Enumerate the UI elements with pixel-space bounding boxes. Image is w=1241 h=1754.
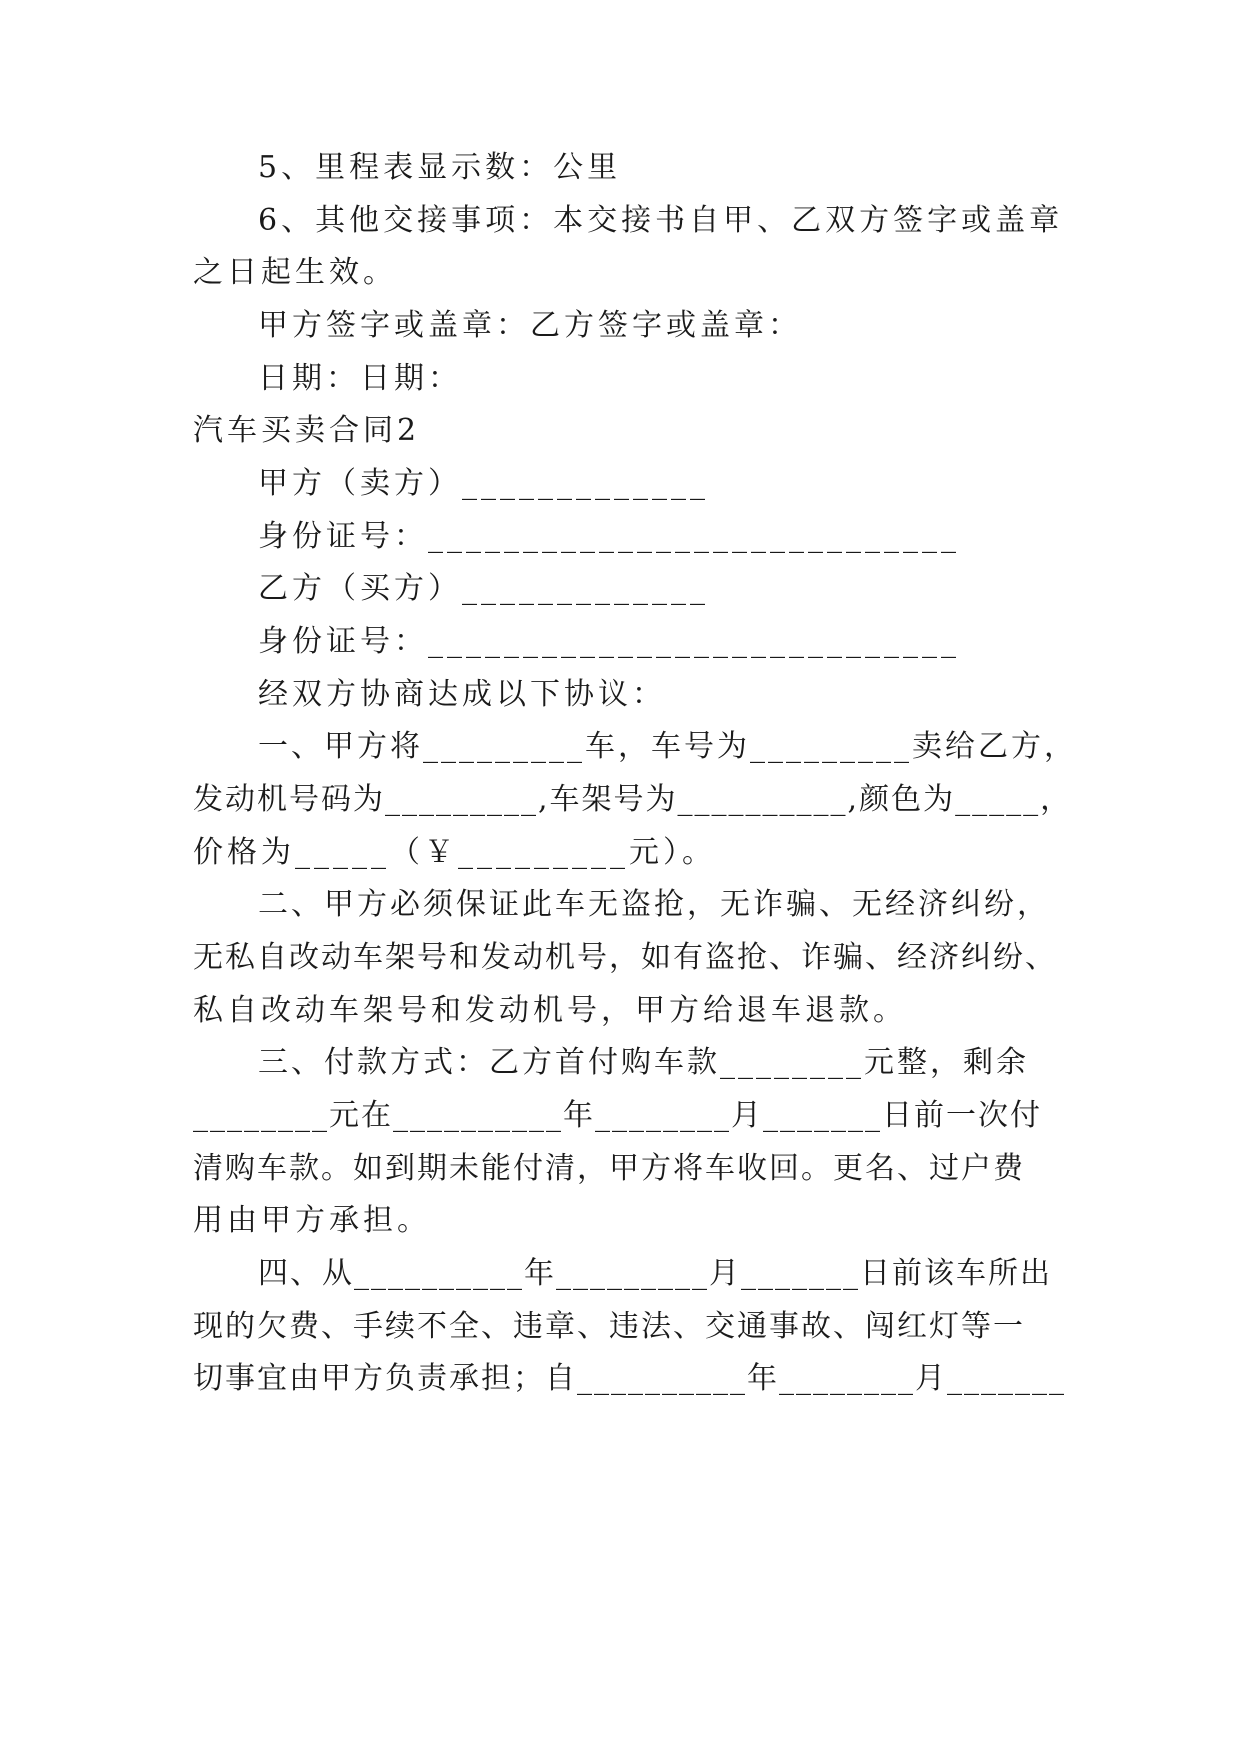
date-line: 日期：日期： [258, 361, 462, 396]
paragraph-mileage: 5、里程表显示数：公里 [258, 150, 622, 185]
party-b-line: 乙方（买方）_____________ [258, 571, 709, 606]
clause-3-line-2: ________元在__________年________月_______日前一次付 [193, 1098, 1042, 1133]
paragraph-other-handover-cont: 之日起生效。 [193, 255, 397, 290]
party-a-id-line: 身份证号：____________________________ [258, 519, 960, 554]
clause-2-line-2: 无私自改动车架号和发动机号，如有盗抢、诈骗、经济纠纷、 [193, 940, 1057, 975]
party-b-id-line: 身份证号：____________________________ [258, 624, 960, 659]
agreement-intro: 经双方协商达成以下协议： [258, 677, 666, 712]
party-a-line: 甲方（卖方）_____________ [258, 466, 709, 501]
paragraph-other-handover: 6、其他交接事项：本交接书自甲、乙双方签字或盖章 [258, 203, 1064, 238]
signature-line: 甲方签字或盖章：乙方签字或盖章： [258, 308, 802, 343]
clause-2-line-3: 私自改动车架号和发动机号，甲方给退车退款。 [193, 993, 907, 1028]
clause-3-line-3: 清购车款。如到期未能付清，甲方将车收回。更名、过户费 [193, 1151, 1025, 1186]
clause-2-line-1: 二、甲方必须保证此车无盗抢，无诈骗、无经济纠纷， [258, 887, 1050, 922]
clause-4-line-3: 切事宜由甲方负责承担；自__________年________月_______ [193, 1361, 1066, 1396]
clause-3-line-4: 用由甲方承担。 [193, 1203, 431, 1238]
contract-title: 汽车买卖合同2 [193, 413, 421, 448]
clause-1-line-2: 发动机号码为_________,车架号为__________,颜色为_____， [193, 782, 1073, 817]
clause-4-line-1: 四、从__________年_________月_______日前该车所出 [258, 1256, 1052, 1291]
clause-3-line-1: 三、付款方式：乙方首付购车款________元整，剩余 [258, 1045, 1029, 1080]
clause-1-line-1: 一、甲方将_________车，车号为_________卖给乙方， [258, 729, 1077, 764]
clause-1-line-3: 价格为_____（￥_________元）。 [193, 835, 716, 870]
clause-4-line-2: 现的欠费、手续不全、违章、违法、交通事故、闯红灯等一 [193, 1309, 1025, 1344]
